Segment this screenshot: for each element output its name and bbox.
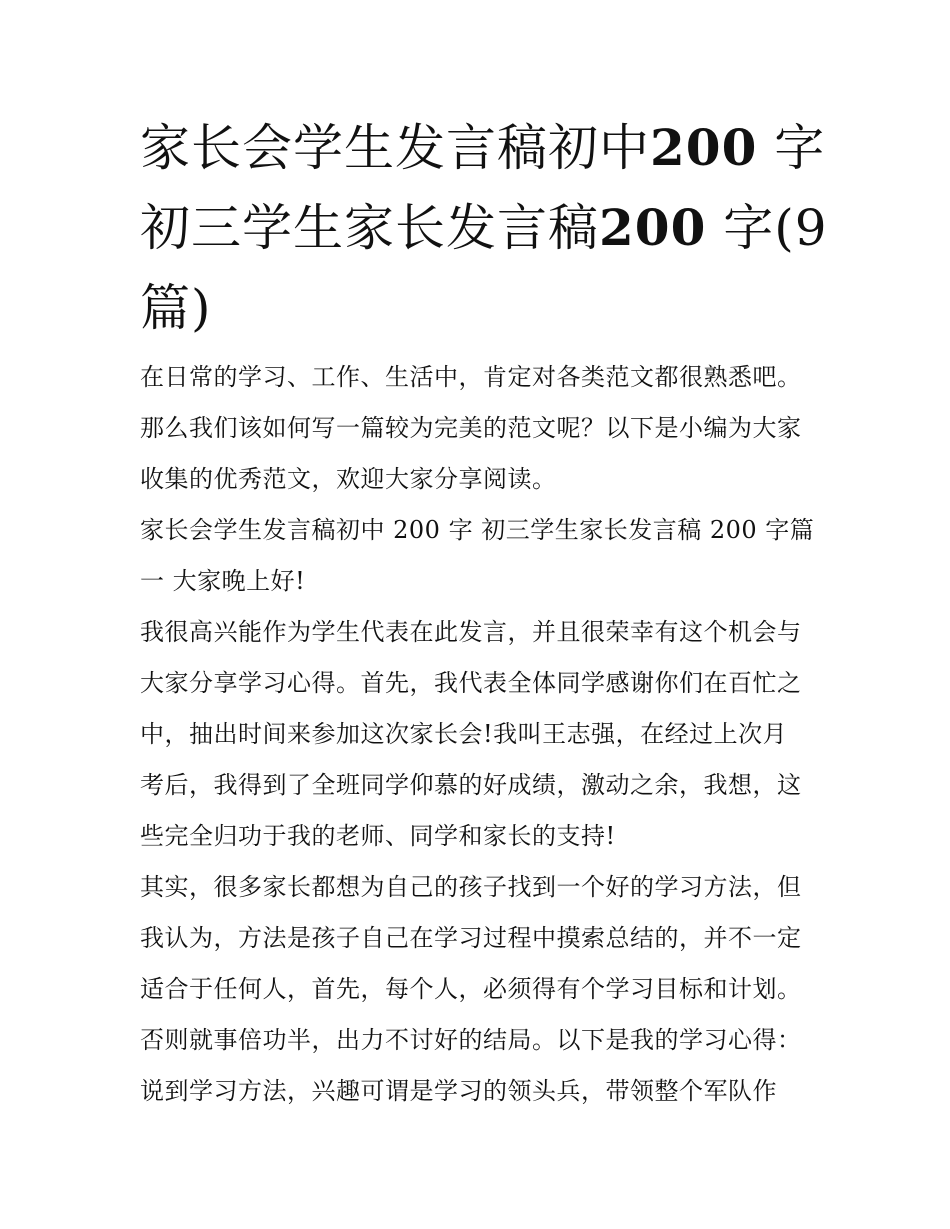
paragraph-speech-1 bbox=[140, 607, 820, 862]
text-line: 说到学习方法，兴趣可谓是学习的领头兵，带领整个军队作 bbox=[140, 1077, 777, 1105]
paragraph-speech-2 bbox=[140, 862, 820, 1117]
text-line: 些完全归功于我的老师、同学和家长的支持! bbox=[140, 822, 616, 850]
document-page bbox=[140, 108, 828, 1117]
text-line: 否则就事倍功半，出力不讨好的结局。以下是我的学习心得： bbox=[140, 1026, 802, 1054]
text-line: 适合于任何人，首先，每个人，必须得有个学习目标和计划。 bbox=[140, 975, 802, 1003]
document-title bbox=[140, 108, 828, 348]
text-line: 那么我们该如何写一篇较为完美的范文呢？以下是小编为大家 bbox=[140, 414, 802, 442]
title-line: 篇) bbox=[140, 279, 212, 337]
paragraph-heading bbox=[140, 505, 820, 607]
text-line: 家长会学生发言稿初中 200 字 初三学生家长发言稿 200 字篇 bbox=[140, 516, 815, 544]
text-line: 中，抽出时间来参加这次家长会!我叫王志强，在经过上次月 bbox=[140, 720, 788, 748]
text-line: 我很高兴能作为学生代表在此发言，并且很荣幸有这个机会与 bbox=[140, 618, 802, 646]
title-line: 家长会学生发言稿初中200 字 bbox=[140, 118, 826, 177]
title-line: 初三学生家长发言稿200 字(9 bbox=[140, 198, 828, 257]
text-line: 收集的优秀范文，欢迎大家分享阅读。 bbox=[140, 465, 557, 493]
text-line: 我认为，方法是孩子自己在学习过程中摸索总结的，并不一定 bbox=[140, 924, 802, 952]
text-line: 其实，很多家长都想为自己的孩子找到一个好的学习方法，但 bbox=[140, 873, 802, 901]
text-line: 大家分享学习心得。首先，我代表全体同学感谢你们在百忙之 bbox=[140, 669, 802, 697]
text-line: 考后，我得到了全班同学仰慕的好成绩，激动之余，我想，这 bbox=[140, 771, 802, 799]
document-body bbox=[140, 352, 820, 1117]
text-line: 在日常的学习、工作、生活中，肯定对各类范文都很熟悉吧。 bbox=[140, 363, 802, 391]
paragraph-intro bbox=[140, 352, 820, 505]
text-line: 一 大家晚上好! bbox=[140, 567, 306, 595]
